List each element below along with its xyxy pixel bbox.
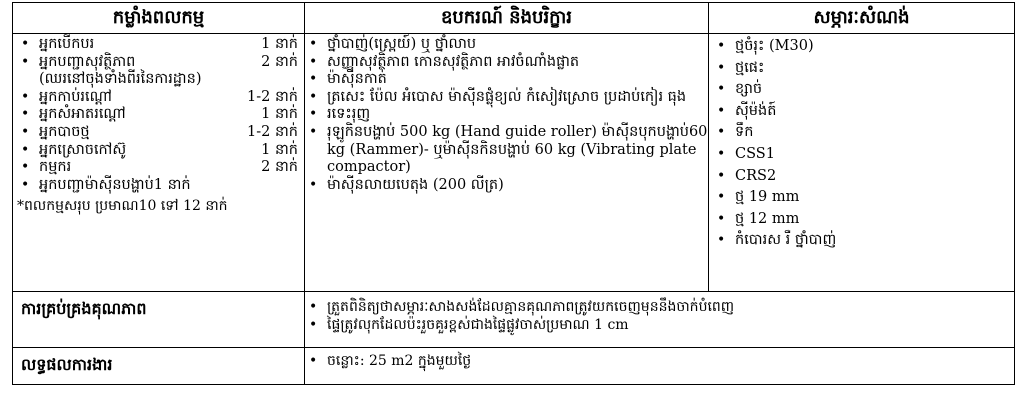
list-item: • កម្មករ 2 នាក់ — [21, 159, 298, 176]
list-item: • អ្នកបាចថ្ម 1-2 នាក់ — [21, 123, 298, 140]
quality-row — [13, 292, 1015, 348]
list-item: • ខ្សាច់ — [717, 81, 763, 98]
list-item: • ថ្នាំបាញ់(ស្ព្រេយ៍) ឬ ថ្នាំលាប — [309, 36, 477, 52]
document-table-wrapper — [12, 2, 1011, 398]
output-list — [305, 352, 1014, 370]
list-item: • ម៉ាស៊ីនកាត់ — [309, 71, 387, 88]
list-item: • ថ្ម 19 mm — [717, 189, 800, 206]
list-item: • ចន្លោះ: 25 m2 ក្នុងមួយថ្ងៃ — [309, 353, 472, 369]
list-item: • CRS2 — [717, 167, 777, 184]
list-item: • អ្នកបើកបរ 1 នាក់ — [21, 36, 298, 52]
equipment-cell — [305, 34, 709, 292]
list-item: • រុឡូកិនបង្ហាប់ 500 kg (Hand guide roller) ម៉ាស៊ីនបុកបង្ហាប់60 kg (Rammer)- ឬម៉ាស៊ីនកិនបង្ហាប់ 60 kg (Vibrating plate compactor) — [309, 123, 708, 176]
list-item: • CSS1 — [717, 145, 775, 162]
output-label: លទ្ធផលការងារ — [13, 348, 305, 385]
quality-cell — [305, 292, 1015, 348]
list-item: • ថ្ម 12 mm — [717, 210, 800, 227]
list-item: • អ្នកបញ្ជាម៉ាស៊ីនបង្ហាប់1 នាក់ — [21, 176, 191, 193]
list-item: • កំបោរស រឺ ថ្នាំបាញ់ — [717, 232, 837, 249]
output-row — [13, 348, 1015, 385]
work-method-table — [12, 2, 1015, 385]
list-item: • ផ្ទៃត្រូវលុកដែលប៉ះរួចគួរខ្ពស់ជាងផ្ទៃផ្លូវចាស់ប្រមាណ 1 cm — [309, 317, 629, 333]
list-item: • អ្នកស្រោចកៅស៊ូ 1 នាក់ — [21, 141, 298, 158]
list-item: • សញ្ញាសុវត្ថិភាព កោនសុវត្ថិភាព អាវចំណាំងផ្លាត — [309, 53, 580, 70]
materials-cell — [709, 34, 1015, 292]
materials-list — [709, 36, 1014, 252]
header-equipment: ឧបករណ៍ និងបរិក្ខារ — [305, 3, 709, 34]
list-item: • ថ្មចំរុះ (M30) — [717, 38, 814, 54]
list-item: • អ្នកកាប់រណ្តៅ 1-2 នាក់ — [21, 88, 298, 105]
list-item: • ម៉ាស៊ីនលាយបេតុង (200 លីត្រ) — [309, 176, 504, 193]
equipment-list — [305, 36, 708, 194]
header-materials: សម្ភារៈសំណង់ — [709, 3, 1015, 34]
list-item: • រទេះរុញ — [309, 106, 371, 123]
quality-label: ការគ្រប់គ្រងគុណភាព — [13, 292, 305, 348]
main-row — [13, 34, 1015, 292]
labor-cell — [13, 34, 305, 292]
quality-list — [305, 298, 1014, 334]
list-item: • ត្រសេះ ប៉ែល អំបោស ម៉ាស៊ីនផ្លុំខ្យល់ កំសៀវស្រោច ប្រដាប់កៀរ ធុង — [309, 88, 687, 105]
output-cell — [305, 348, 1015, 385]
list-item: • ទឹក — [717, 124, 754, 141]
list-item: • អ្នកបញ្ជាសុវត្ថិភាព 2 នាក់ (ឈរនៅចុងទាំងពីរនៃការដ្ឋាន) — [21, 53, 298, 88]
list-item: • ស៊ីម៉ង់ត៍ — [717, 102, 777, 119]
header-labor: កម្លាំងពលកម្ម — [13, 3, 305, 34]
labor-list — [13, 36, 304, 194]
list-item: • ថ្មផេះ — [717, 59, 765, 76]
list-item: • ត្រួតពិនិត្យថាសម្ភារៈសាងសង់ដែលគ្មានគុណភាពត្រូវយកចេញមុននឹងចាក់បំពេញ — [309, 299, 735, 315]
labor-total-note: *ពលកម្មសរុប ប្រមាណ10 ទៅ 12 នាក់ — [17, 198, 228, 215]
list-item: • អ្នកសំអាតរណ្តៅ 1 នាក់ — [21, 106, 298, 123]
header-row — [13, 3, 1015, 34]
